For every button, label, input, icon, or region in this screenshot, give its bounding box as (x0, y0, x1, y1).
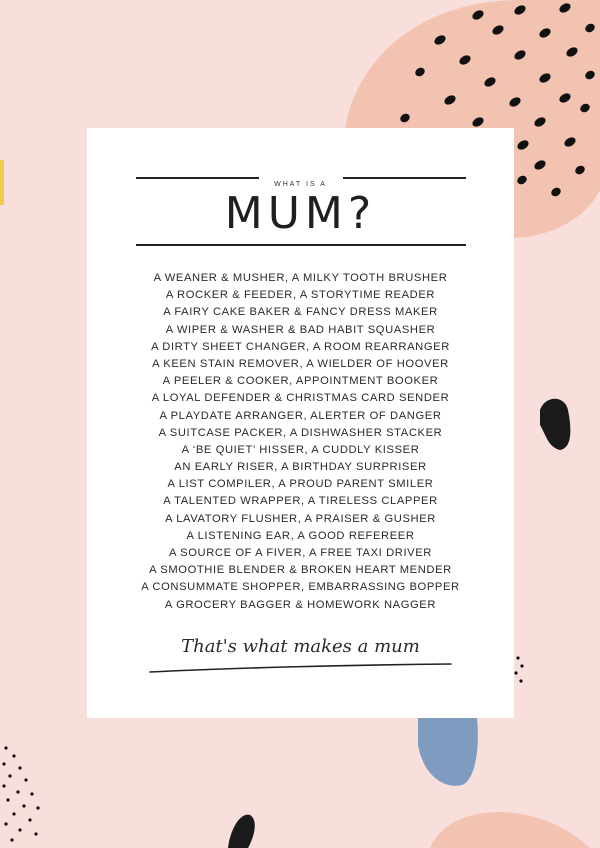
verse-line: A LISTENING EAR, A GOOD REFEREER (186, 529, 415, 542)
verse-list (87, 270, 514, 614)
blue-blob (418, 718, 478, 786)
dot-cluster-mid (514, 656, 523, 682)
verse-line: A SOURCE OF A FIVER, A FREE TAXI DRIVER (169, 547, 432, 559)
verse-line: A DIRTY SHEET CHANGER, A ROOM REARRANGER (151, 340, 450, 353)
verse-line: A WEANER & MUSHER, A MILKY TOOTH BRUSHER (153, 272, 448, 284)
yellow-accent (0, 160, 4, 205)
verse-line: A LIST COMPILER, A PROUD PARENT SMILER (167, 478, 434, 491)
page-title: MUM? (224, 188, 377, 239)
dot-cluster-bottom-left (2, 746, 39, 841)
signoff-underline (87, 658, 514, 678)
verse-line: A CONSUMMATE SHOPPER, EMBARRASSING BOPPER (141, 581, 460, 594)
verse-line: A ROCKER & FEEDER, A STORYTIME READER (165, 289, 436, 302)
verse-line: A ‘BE QUIET’ HISSER, A CUDDLY KISSER (181, 443, 420, 456)
verse-line: A KEEN STAIN REMOVER, A WIELDER OF HOOVER (152, 357, 449, 370)
poster-card (87, 128, 514, 718)
black-blob-bottom (228, 815, 255, 848)
verse-line: A LOYAL DEFENDER & CHRISTMAS CARD SENDER (151, 392, 450, 405)
verse-line: A WIPER & WASHER & BAD HABIT SQUASHER (165, 323, 436, 336)
verse-line: A PEELER & COOKER, APPOINTMENT BOOKER (162, 375, 439, 388)
verse-line: AN EARLY RISER, A BIRTHDAY SURPRISER (174, 461, 427, 474)
verse-line: A TALENTED WRAPPER, A TIRELESS CLAPPER (163, 495, 438, 508)
verse-line: A FAIRY CAKE BAKER & FANCY DRESS MAKER (163, 306, 438, 319)
verse-line: A SUITCASE PACKER, A DISHWASHER STACKER (158, 426, 443, 439)
black-blob-right (540, 399, 570, 450)
title-underline (136, 244, 466, 246)
verse-line: A LAVATORY FLUSHER, A PRAISER & GUSHER (165, 512, 436, 525)
kicker-text: WHAT IS A (274, 181, 327, 188)
verse-line: A SMOOTHIE BLENDER & BROKEN HEART MENDER (149, 564, 452, 577)
signoff-text: That's what makes a mum (181, 636, 420, 657)
peach-blob-bottom (430, 812, 590, 848)
verse-line: A GROCERY BAGGER & HOMEWORK NAGGER (164, 598, 437, 611)
verse-line: A PLAYDATE ARRANGER, ALERTER OF DANGER (159, 409, 442, 422)
